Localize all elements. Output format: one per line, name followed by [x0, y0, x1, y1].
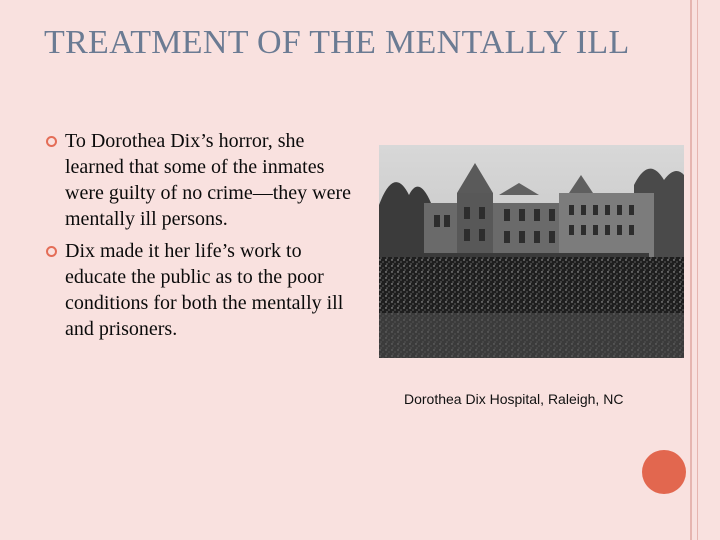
bullet-item — [46, 238, 356, 342]
bullet-ring-icon — [46, 246, 57, 257]
bullet-text: Dix made it her life’s work to educate the public as to the poor conditions for both the mentally ill and prisoners. — [65, 240, 344, 340]
image-caption: Dorothea Dix Hospital, Raleigh, NC — [404, 391, 624, 407]
bullet-item — [46, 128, 356, 232]
right-border-line — [690, 0, 692, 540]
bullet-ring-icon — [46, 136, 57, 147]
hospital-photo — [379, 145, 684, 358]
right-border-line-inner — [697, 0, 698, 540]
slide-title: TREATMENT OF THE MENTALLY ILL — [44, 24, 630, 61]
bullet-list — [46, 128, 356, 348]
accent-circle — [642, 450, 686, 494]
bullet-text: To Dorothea Dix’s horror, she learned that some of the inmates were guilty of no crime—they were mentally ill persons. — [65, 130, 352, 230]
